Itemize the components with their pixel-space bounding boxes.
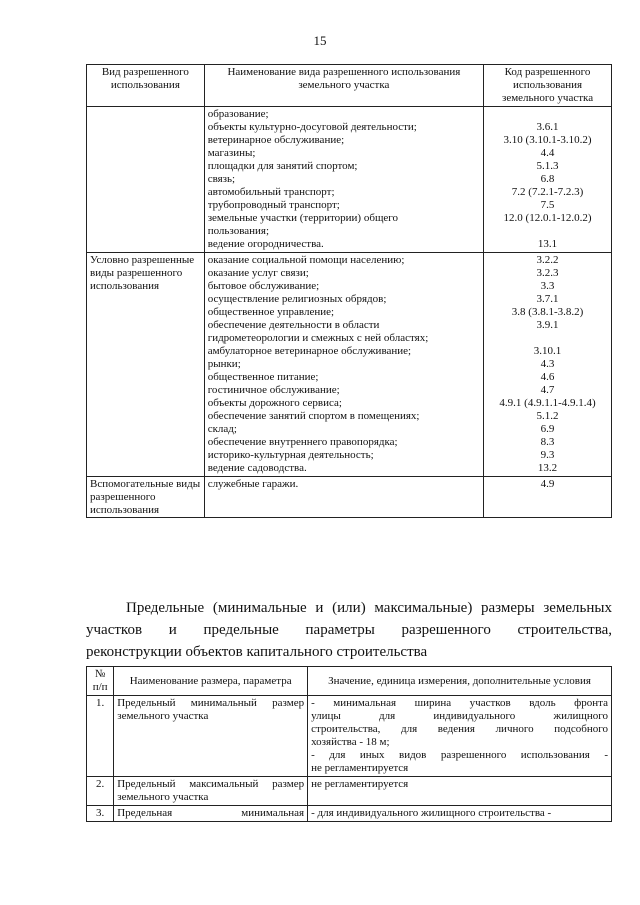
list-item: гостиничное обслуживание;: [207, 384, 340, 396]
use-code: 4.6: [540, 371, 555, 383]
value-line: строительства, для ведения личного подсобного: [311, 723, 608, 735]
use-codes-cell: [484, 477, 612, 518]
list-item: образование;: [207, 108, 269, 120]
use-codes-cell: [484, 253, 612, 477]
use-code: 6.8: [540, 173, 555, 185]
list-item: склад;: [207, 423, 237, 435]
list-item: площадки для занятий спортом;: [207, 160, 358, 172]
parameter-name: Предельный максимальный размер земельного участка: [114, 777, 308, 806]
list-item: обеспечение деятельности в области: [207, 319, 380, 331]
list-item: амбулаторное ветеринарное обслуживание;: [207, 345, 412, 357]
page-number: 15: [313, 33, 327, 48]
list-item: историко-культурная деятельность;: [207, 449, 374, 461]
use-code: 13.2: [537, 462, 558, 474]
header-parameter: Наименование размера, параметра: [114, 667, 308, 696]
use-names-cell: [204, 477, 483, 518]
value-line: - для индивидуального жилищного строительства -: [311, 807, 552, 819]
list-item: автомобильный транспорт;: [207, 186, 335, 198]
header-use-type: Вид разрешенного использования: [87, 65, 205, 107]
parameter-name: Предельная минимальная: [114, 806, 308, 822]
permitted-use-table: [86, 64, 612, 518]
parameter-value: [308, 696, 612, 777]
use-code: 12.0 (12.0.1-12.0.2): [503, 212, 592, 224]
value-line: не регламентируется: [311, 762, 409, 774]
use-code: 3.9.1: [536, 319, 559, 331]
heading-line: Предельные (минимальные и (или) максимальные) размеры земельных: [126, 600, 612, 616]
list-item: ведение огородничества.: [207, 238, 324, 250]
list-item: объекты дорожного сервиса;: [207, 397, 342, 409]
use-code: 13.1: [537, 238, 558, 250]
use-code: 5.1.3: [536, 160, 559, 172]
value-line: - минимальная ширина участков вдоль фронта: [311, 697, 608, 709]
list-item: связь;: [207, 173, 236, 185]
list-item: объекты культурно-досуговой деятельности;: [207, 121, 417, 133]
header-use-code: Код разрешенного использования земельного участка: [484, 65, 612, 107]
use-code: 4.3: [540, 358, 555, 370]
header-use-name: Наименование вида разрешенного использования земельного участка: [204, 65, 483, 107]
value-line: хозяйства - 18 м;: [311, 736, 390, 748]
list-item: ветеринарное обслуживание;: [207, 134, 345, 146]
table-row: [87, 777, 612, 806]
table-row: [87, 253, 612, 477]
row-number: 1.: [87, 696, 114, 777]
use-code: 3.2.3: [536, 267, 559, 279]
category-cell: [87, 477, 205, 518]
value-line: - для иных видов разрешенного использования -: [311, 749, 608, 761]
use-code: 4.4: [540, 147, 555, 159]
list-item: общественное питание;: [207, 371, 319, 383]
section-heading: [86, 597, 612, 663]
use-code: 4.9.1 (4.9.1.1-4.9.1.4): [499, 397, 596, 409]
use-code: 9.3: [540, 449, 555, 461]
use-code: 7.5: [540, 199, 555, 211]
parameter-name: Предельный минимальный размер земельного участка: [114, 696, 308, 777]
list-item: трубопроводный транспорт;: [207, 199, 340, 211]
use-code: 3.6.1: [536, 121, 559, 133]
table-row: [87, 696, 612, 777]
list-item: рынки;: [207, 358, 241, 370]
table-row: [87, 107, 612, 253]
use-code: 4.7: [540, 384, 555, 396]
use-code: 3.2.2: [536, 254, 559, 266]
parameter-value: [308, 806, 612, 822]
header-value: Значение, единица измерения, дополнительные условия: [308, 667, 612, 696]
list-item: магазины;: [207, 147, 256, 159]
use-code: 5.1.2: [536, 410, 559, 422]
category-cell: [87, 253, 205, 477]
use-names-cell: [204, 107, 483, 253]
use-code: 3.10 (3.10.1-3.10.2): [503, 134, 592, 146]
list-item: бытовое обслуживание;: [207, 280, 320, 292]
use-code: 4.9: [540, 478, 555, 490]
list-item: общественное управление;: [207, 306, 335, 318]
value-line: улицы для индивидуального жилищного: [311, 710, 608, 722]
row-number: 3.: [87, 806, 114, 822]
category-label: Условно разрешенные виды разрешенного использования: [90, 254, 195, 292]
list-item: служебные гаражи.: [207, 478, 299, 490]
table-row: [87, 806, 612, 822]
use-code: 7.2 (7.2.1-7.2.3): [511, 186, 584, 198]
value-line: не регламентируется: [311, 778, 409, 790]
category-label: Вспомогательные виды разрешенного использования: [90, 478, 201, 516]
row-number: 2.: [87, 777, 114, 806]
header-number: № п/п: [87, 667, 114, 696]
list-item: осуществление религиозных обрядов;: [207, 293, 387, 305]
heading-line: реконструкции объектов капитального строительства: [86, 644, 428, 660]
use-code: 3.8 (3.8.1-3.8.2): [511, 306, 584, 318]
parameter-value: [308, 777, 612, 806]
list-item: ведение садоводства.: [207, 462, 307, 474]
category-cell: [87, 107, 205, 253]
list-item: земельные участки (территории) общего: [207, 212, 399, 224]
table-header-row: [87, 65, 612, 107]
use-code: 8.3: [540, 436, 555, 448]
list-item: обеспечение занятий спортом в помещениях;: [207, 410, 420, 422]
list-item: обеспечение внутреннего правопорядка;: [207, 436, 398, 448]
use-names-cell: [204, 253, 483, 477]
heading-line: участков и предельные параметры разрешенного строительства,: [86, 622, 612, 638]
list-item: оказание социальной помощи населению;: [207, 254, 405, 266]
table-header-row: [87, 667, 612, 696]
list-item: пользования;: [207, 225, 270, 237]
table-row: [87, 477, 612, 518]
use-code: 3.7.1: [536, 293, 559, 305]
use-code: 6.9: [540, 423, 555, 435]
use-code: 3.10.1: [533, 345, 562, 357]
limits-table: [86, 666, 612, 822]
use-codes-cell: [484, 107, 612, 253]
use-code: 3.3: [540, 280, 555, 292]
list-item: гидрометеорологии и смежных с ней областях;: [207, 332, 429, 344]
list-item: оказание услуг связи;: [207, 267, 309, 279]
